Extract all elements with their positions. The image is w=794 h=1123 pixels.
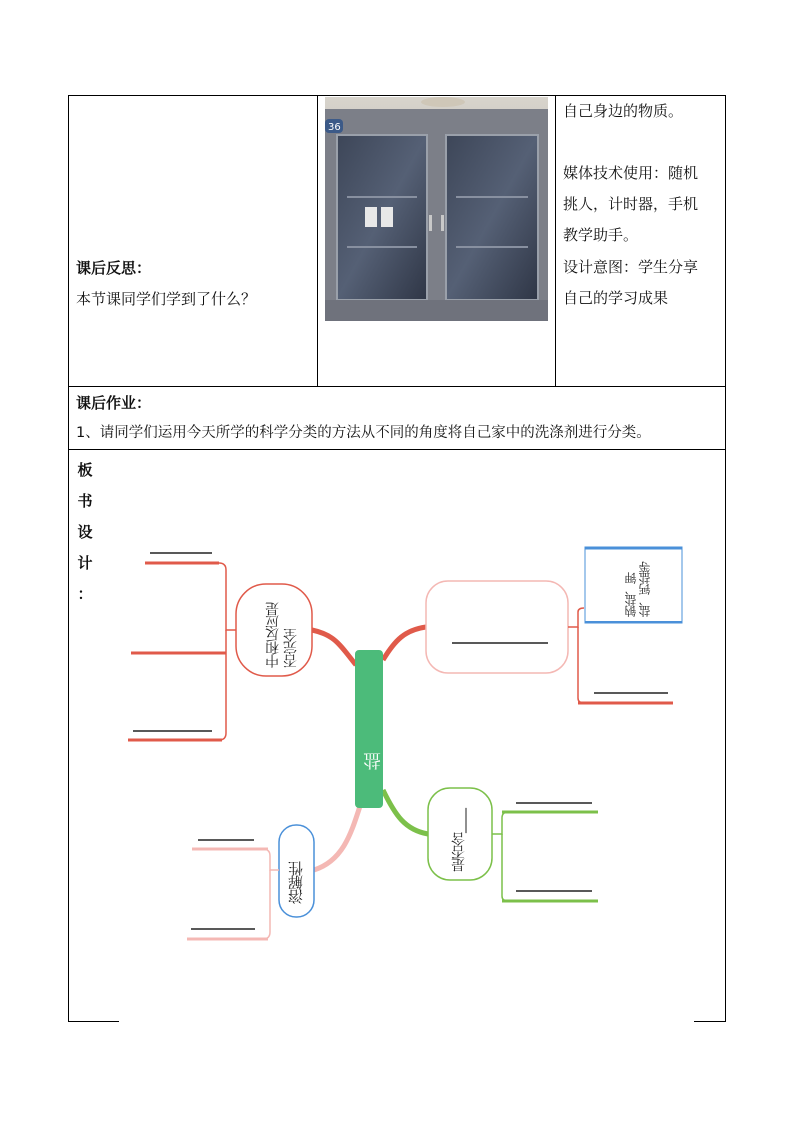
connector-left-bottom — [314, 800, 362, 870]
leaf-connector-right-1 — [568, 608, 584, 627]
homework-content: 1、请同学们运用今天所学的科学分类的方法从不同的角度将自己家中的洗涤剂进行分类。 — [76, 425, 651, 441]
connector-right-bottom — [383, 790, 428, 834]
center-node-label: 盐 — [363, 753, 384, 770]
notes-line-1: 自己身边的物质。 — [563, 102, 684, 120]
leaf-connector-1 — [145, 563, 236, 630]
leaf-connector-3 — [128, 630, 226, 740]
node-left-bottom-label: 溶解性 — [287, 862, 305, 904]
reflection-title: 课后反思： — [76, 259, 152, 277]
notes-line-4: 教学助手。 — [563, 226, 639, 244]
cabinet-number-text: 36 — [328, 122, 341, 133]
notes-line-2: 媒体技术使用：随机 — [563, 164, 699, 182]
node-left-top-label: 中和反应是否完全 — [265, 603, 299, 668]
board-label-char: ： — [77, 585, 93, 603]
leaf-box-blue-label: 钠盐、钾盐、钙盐等 — [624, 562, 652, 617]
connector-left-top — [312, 630, 356, 665]
notes-line-5: 设计意图：学生分享 — [563, 258, 699, 276]
board-label-char: 计 — [77, 554, 93, 572]
leaf-connector-right-2 — [578, 627, 673, 703]
connector-right-top — [383, 627, 426, 660]
leaf-connector-pink-1 — [192, 849, 279, 870]
node-right-top — [426, 581, 568, 673]
homework-title: 课后作业： — [76, 394, 152, 412]
node-right-bottom-label: 是否含____ — [451, 809, 467, 872]
notes-line-6: 自己的学习成果 — [563, 289, 669, 307]
board-label-char: 设 — [77, 523, 93, 541]
board-label-char: 书 — [77, 492, 93, 510]
notes-line-3: 挑人，计时器，手机 — [563, 195, 699, 213]
leaf-connector-green-1 — [492, 812, 598, 834]
board-label-char: 板 — [77, 461, 93, 479]
reflection-question: 本节课同学们学到了什么？ — [76, 290, 257, 308]
